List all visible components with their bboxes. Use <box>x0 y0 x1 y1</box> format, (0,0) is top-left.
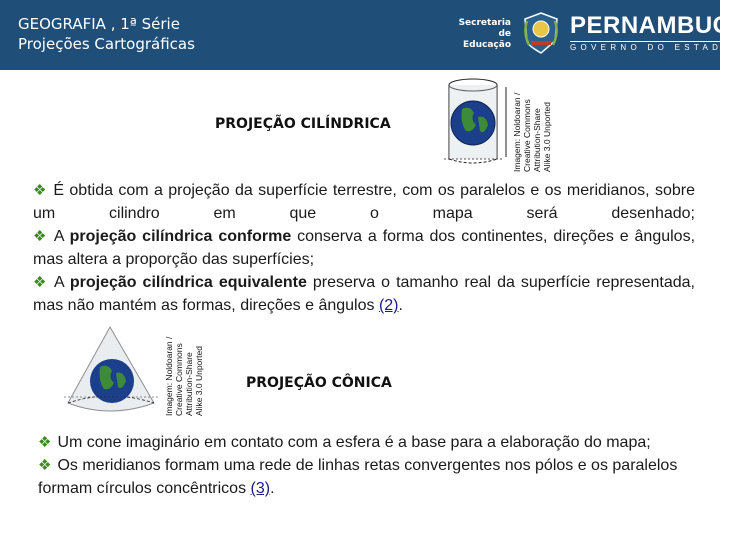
bullet-text: É obtida com a projeção da superfície terrestre, com os paralelos e os meridianos, sobre um cilindro em que o mapa será desenhado; <box>33 182 695 222</box>
reference-link[interactable]: (2) <box>378 297 399 314</box>
list-item <box>38 431 698 454</box>
secretaria-logo <box>455 18 511 51</box>
pernambuco-brand <box>570 13 750 53</box>
conic-image-credit <box>164 337 204 416</box>
bullet-text: preserva o tamanho real da superfície representada, mas não mantém as formas, direções e ângulos <box>33 274 696 314</box>
bullet-text: Os meridianos formam uma rede de linhas retas convergentes nos pólos e os paralelos formam círculos concêntricos <box>38 457 678 497</box>
credit-line: Imagem: Noldoaran / <box>164 336 174 416</box>
brand-subtitle: GOVERNO DO ESTADO <box>570 41 750 53</box>
diamond-bullet-icon: ❖ <box>33 182 48 199</box>
cone-globe-image <box>62 325 162 420</box>
bullet-text: Um cone imaginário em contato com a esfera é a base para a elaboração do mapa; <box>57 434 651 451</box>
title-line-1: GEOGRAFIA , 1ª Série <box>18 15 180 33</box>
secretaria-line-2: Educação <box>463 40 511 50</box>
list-item <box>33 179 695 225</box>
slide-title <box>18 14 195 54</box>
credit-line: Imagem: Noldoaran / <box>512 92 522 172</box>
conic-title: PROJEÇÃO CÔNICA <box>246 375 392 391</box>
secretaria-line-1: Secretaria de <box>458 18 511 39</box>
credit-line: Creative Commons <box>174 343 184 416</box>
cylindrical-title: PROJEÇÃO CILÍNDRICA <box>215 116 391 132</box>
cylindrical-bullets <box>33 179 695 317</box>
credit-line: Alike 3.0 Unported <box>542 102 552 172</box>
credit-line: Attribution-Share <box>532 108 542 172</box>
diamond-bullet-icon: ❖ <box>33 228 48 245</box>
title-line-2: Projeções Cartográficas <box>18 35 195 53</box>
bullet-bold-text: projeção cilíndrica conforme <box>69 228 292 245</box>
conic-bullets <box>38 431 698 500</box>
diamond-bullet-icon: ❖ <box>38 434 52 451</box>
diamond-bullet-icon: ❖ <box>33 274 49 291</box>
credit-line: Attribution-Share <box>184 352 194 416</box>
bullet-end: . <box>398 297 403 314</box>
bullet-text: conserva a forma dos continentes, direções e ângulos, mas altera a proporção das superfícies; <box>33 228 696 268</box>
bullet-text: A <box>53 228 70 245</box>
list-item <box>33 225 695 271</box>
credit-line: Alike 3.0 Unported <box>194 346 204 416</box>
bullet-end: . <box>270 480 275 497</box>
bullet-text: A <box>54 274 70 291</box>
brand-name: PERNAMBUCO <box>570 12 750 39</box>
header-bar <box>0 0 750 70</box>
list-item <box>38 454 698 500</box>
cylindrical-image-credit <box>512 93 552 172</box>
list-item <box>33 271 695 317</box>
diamond-bullet-icon: ❖ <box>38 457 52 474</box>
bullet-bold-text: projeção cilíndrica equivalente <box>69 274 307 291</box>
state-seal-icon <box>521 11 561 55</box>
reference-link[interactable]: (3) <box>250 480 271 497</box>
credit-line: Creative Commons <box>522 99 532 172</box>
cylinder-globe-image <box>440 75 512 170</box>
